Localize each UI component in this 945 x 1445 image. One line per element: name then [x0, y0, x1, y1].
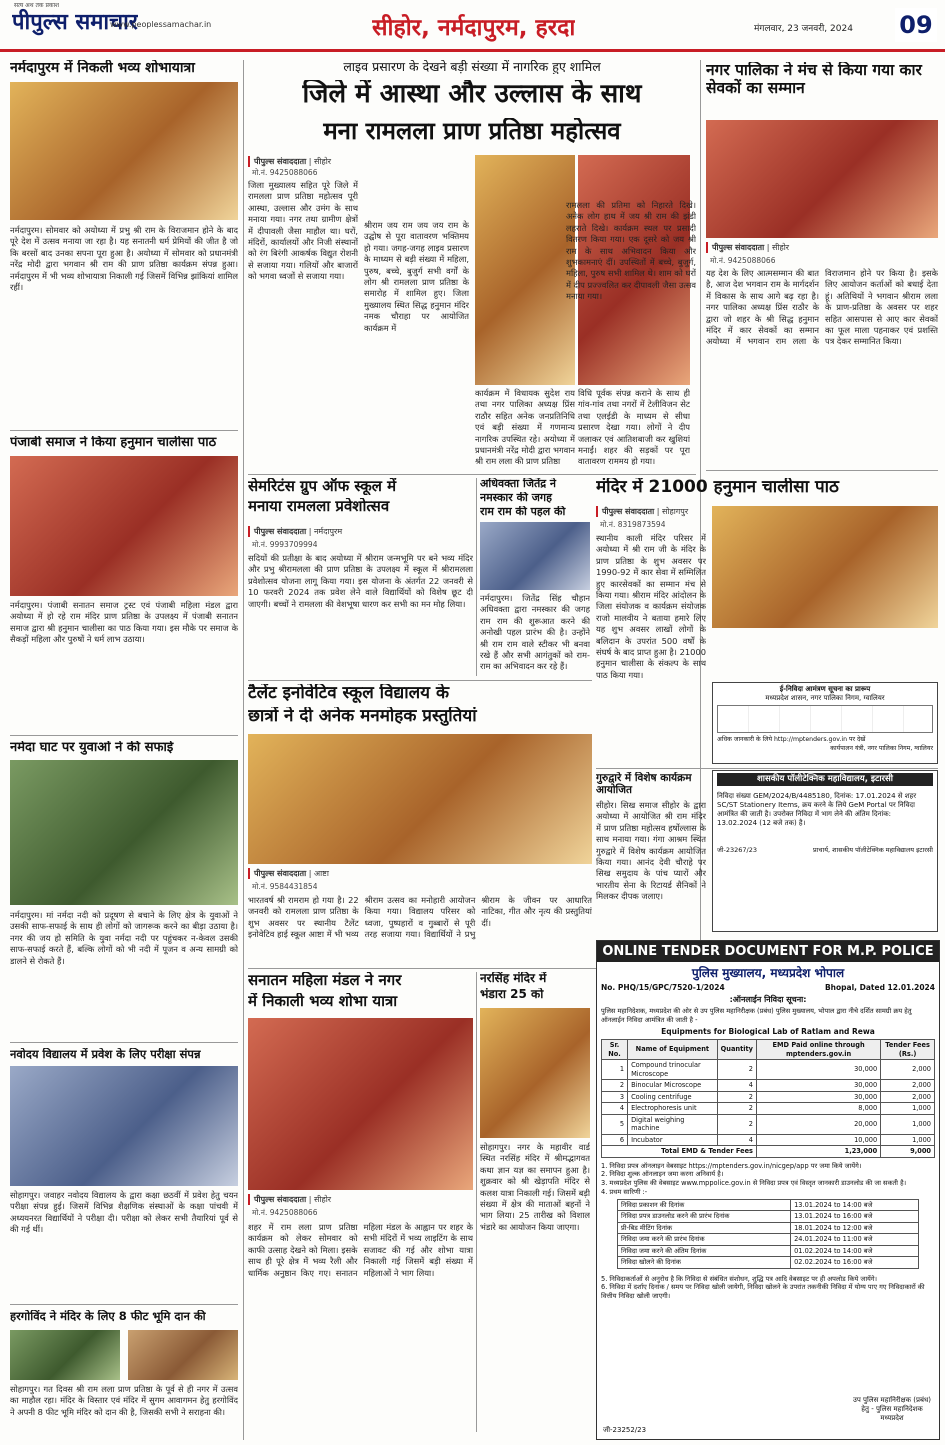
tender-cell: 1,000	[881, 1114, 935, 1134]
headline-mahila-mandal-l1: सनातन महिला मंडल ने नगर	[248, 972, 402, 989]
story-talent: भारतवर्ष श्री रामराम हो गया है। 22 जनवरी को रामलला प्राण प्रतिष्ठा के शुभ अवसर पर स्थानीय टैलेंट इनोवेटिव हाई स्कूल आष्टा में भी भव्य श्रीराम उत्सव का मनोहारी आयोजन किया गया। विद्यालय परिसर को ध्वजा, पुष्पहारों व गुब्बारों से पूरी तरह सजाया गया। विद्यार्थियों ने प्रभु श्रीराम के जीवन पर आधारित नाटिका, गीत और नृत्य की प्रस्तुतियां दीं।	[248, 895, 592, 940]
schedule-cell: 13.01.2024 to 14:00 बजे	[791, 1199, 919, 1211]
tender-table-wrap	[597, 1039, 939, 1158]
story-bhoomi-daan: सोहागपुर। गत दिवस श्री राम लला प्राण प्रतिष्ठा के पूर्व से ही नगर में उत्सव का माहौल रहा। मंदिर के विस्तार एवं मंदिर में सुगम आवागमन हेतु हरगोविंद ने अपनी 8 फीट भूमि मंदिर को दान की है, जिसकी सभी ने सराहना की।	[10, 1384, 238, 1417]
story-shobhayatra: नर्मदापुरम। सोमवार को अयोध्या में प्रभु श्री राम के विराजमान होने के बाद पूरे देश में उत्सव मनाया जा रहा है। यह सनातनी धर्म प्रेमियों की जीत है जो कि बरसों बाद उनका सपना पूरा हुआ है। अयोध्या में सोमवार को प्रधानमंत्री नरेंद्र मोदी द्वारा भगवान श्री राम की प्राण प्रतिष्ठा कार्यक्रम संपन्न हुआ। नर्मदापुरम में भी भव्य शोभायात्रा निकाली गई जिसमें विभिन्न झांकियां शामिल रहीं।	[10, 225, 238, 293]
total-label: Total EMD & Tender Fees	[602, 1146, 757, 1158]
schedule-cell: निविदा प्रपत्र डाउनलोड करने की प्रारंभ दिनांक	[618, 1211, 791, 1223]
tender-cell: 6	[602, 1134, 628, 1146]
story-narsingh-mandir: सोहागपुर। नगर के महावीर वार्ड स्थित नरसिंह मंदिर में श्रीमद्भागवत कथा ज्ञान यज्ञ का समापन हुआ है। शुक्रवार को श्री खेड़ापति मंदिर से कलश यात्रा निकाली गई। जिसमें बड़ी संख्या में क्षेत्र की माताओं बहनों ने भाग लिया। 25 तारीख को विशाल भंडारे का आयोजन किया जाएगा।	[480, 1142, 590, 1232]
notice1-subtitle: मध्यप्रदेश शासन, नगर पालिका निगम, ग्वालियर	[765, 694, 885, 702]
tender-notes2	[597, 1271, 939, 1301]
schedule-cell: 24.01.2024 to 11:00 बजे	[791, 1234, 919, 1246]
tender-cell: 2	[717, 1114, 756, 1134]
tender-table-title: Equipments for Biological Lab of Ratlam and Rewa	[661, 1027, 875, 1036]
tender-office: पुलिस मुख्यालय, मध्यप्रदेश भोपाल	[691, 966, 845, 980]
story-mahila-mandal: शहर में राम लला प्राण प्रतिष्ठा कार्यक्रम को लेकर सोमवार को काफी उत्साह देखने को मिला। इसके साथ ही पूरे क्षेत्र में भव्य रैली और धार्मिक अनुष्ठान किए गए। सनातन महिला मंडल के आह्वान पर शहर के सभी मंदिरों में भव्य लाइटिंग के साथ सजावट की गई और शोभा यात्रा निकाली गई जिसमें बड़ी संख्या में महिलाओं ने भाग लिया।	[248, 1222, 473, 1278]
hanuman-21000-phone: मो.नं. 8319873594	[600, 520, 666, 529]
notice2-title: शासकीय पॉलीटेक्निक महाविद्यालय, इटारसी	[717, 773, 933, 786]
photo-lead-procession	[475, 155, 575, 385]
sign-line2: हेतु - पुलिस महानिदेशक	[861, 1405, 923, 1413]
schedule-row	[618, 1234, 919, 1246]
photo-bhoomi-daan-1	[10, 1330, 120, 1380]
tender-cell: 4	[717, 1080, 756, 1092]
schedule-cell: 18.01.2024 to 12:00 बजे	[791, 1222, 919, 1234]
photo-hanuman-21000	[712, 506, 938, 628]
lead-kicker: लाइव प्रसारण के देखने बड़ी संख्या में नागरिक हुए शामिल	[343, 60, 601, 74]
tender-row	[602, 1091, 935, 1103]
semaritans-byline: पीपुल्स संवाददाता | नर्मदापुरम	[248, 526, 353, 537]
tender-cell: 1	[602, 1060, 628, 1080]
tender-cell: 30,000	[756, 1091, 880, 1103]
headline-hanuman-chalisa: पंजाबी समाज ने किया हनुमान चालीसा पाठ	[10, 436, 217, 450]
tender-banner: ONLINE TENDER DOCUMENT FOR M.P. POLICE	[597, 941, 939, 962]
tender-row	[602, 1114, 935, 1134]
divider	[596, 768, 938, 769]
byline-source: पीपुल्स संवाददाता	[602, 507, 655, 516]
tender-cell: Compound trinocular Microscope	[628, 1060, 718, 1080]
mahila-mandal-phone: मो.नं. 9425088066	[252, 1208, 318, 1217]
headline-advocate-l2: नमस्कार की जगह	[480, 492, 552, 504]
notice2-sign: प्राचार्य, शासकीय पॉलीटेक्निक महाविद्यालय इटारसी	[813, 846, 933, 854]
page-number: 09	[895, 8, 937, 42]
notice1-note[interactable]: अधिक जानकारी के लिये http://mptenders.gov.in पर देखें	[717, 736, 866, 743]
tender-cell: Cooling centrifuge	[628, 1091, 718, 1103]
total-emd: 1,23,000	[756, 1146, 880, 1158]
schedule-row	[618, 1222, 919, 1234]
divider	[248, 474, 696, 475]
left-column	[10, 60, 238, 1440]
talent-phone: मो.नं. 9584431854	[252, 882, 318, 891]
tender-ad-ref: जी-23252/23	[603, 1426, 647, 1434]
story-hanuman-21000: स्थानीय काली मंदिर परिसर में अयोध्या में श्री राम जी के मंदिर के प्राण प्रतिष्ठा के शुभ अवसर पर 1990-92 में कार सेवा में सम्मिलित हुए कारसेवकों का सम्मान मंच से किया गया। श्रीराम मंदिर आंदोलन के जिला संयोजक व कार्यक्रम संयोजक राजो मालवीय ने बताया हमारे लिए यह शुभ अवसर लाखों लोगों के बलिदान के उपरांत 500 वर्षों के संघर्ष के बाद प्राप्त हुआ है। 21000 हनुमान चालीसा के संकल्प के साथ पाठ किया गया।	[596, 533, 706, 680]
tender-cell: 2,000	[881, 1060, 935, 1080]
lead-byline: पीपुल्स संवाददाता | सीहोर	[248, 156, 358, 167]
photo-talent-school	[248, 734, 592, 864]
tender-cell: 4	[717, 1134, 756, 1146]
lead-body-d: रामलला की प्रतिमा को निहारते दिखे। अनेक लोग हाथ में जय श्री राम की झंडी लहराते दिखे। कार्यक्रम स्थल पर प्रसादी वितरण किया गया। एक दूसरे को जय श्री राम के साथ अभिवादन किया और शुभकामनाएं दीं। उपस्थितों में बच्चे, बुजुर्ग, महिला, पुरुष सभी शामिल थे। शाम को घरों में दीप प्रज्ज्वलित कर दीपावली जैसा उत्सव मनाया गया।	[566, 200, 696, 302]
schedule-cell: निविदा जमा करने की प्रारंभ दिनांक	[618, 1234, 791, 1246]
headline-shobhayatra: नर्मदापुरम में निकली भव्य शोभायात्रा	[10, 60, 195, 76]
tender-column-header: EMD Paid online through mptenders.gov.in	[756, 1040, 880, 1060]
photo-kar-sevak	[706, 120, 938, 238]
story-kar-sevak: यह देश के लिए आत्मसम्मान की बात है, आज देश भगवान राम के मार्गदर्शन में विकास के साथ आगे बढ़ रहा है। नगर पालिका अध्यक्ष प्रिंस राठौर के द्वारा जो शहर के श्री सिद्ध हनुमान मंदिर में कार सेवकों का सम्मान अयोध्या में भगवान राम लला के विराजमान होने पर किया है। इसके लिए आयोजन कर्ताओं को बधाई देता हूं। अतिथियों ने भगवान श्रीराम लला के प्राण-प्रतिष्ठा के अवसर पर शहर सहित आसपास से आए कार सेवकों का फूल माला पहनाकर एवं प्रशस्ति पत्र देकर सम्मानित किया।	[706, 268, 938, 347]
column-rule	[243, 60, 244, 1440]
tender-cell: 2,000	[881, 1080, 935, 1092]
story-gurudwara: सीहोर। सिख समाज सीहोर के द्वारा अयोध्या में आयोजित श्री राम मंदिर में प्राण प्रतिष्ठा महोत्सव हर्षोल्लास के साथ मनाया गया। गंगा आश्रम स्थित गुरुद्वारे में विशेष कार्यक्रम आयोजित किया गया। आनंद देवी चौराहे पर सिख समुदाय के पांच प्यारों और भारतीय सेना के रिटायर्ड सैनिकों ने मिलकर दीपक जलाए।	[596, 800, 706, 902]
tender-intro: पुलिस महानिदेशक, मध्यप्रदेश की ओर से उप पुलिस महानिरीक्षक (प्रबंध) पुलिस मुख्यालय, भोपाल द्वारा नीचे दर्शित सामग्री क्रय हेतु ऑनलाईन निविदा आमंत्रित की जाती है -	[601, 1007, 912, 1024]
semaritans-phone: मो.नं. 9993709994	[252, 540, 318, 549]
tender-cell: Incubator	[628, 1134, 718, 1146]
divider	[10, 430, 238, 431]
notice2-body: निविदा संख्या GEM/2024/B/4485180, दिनांक: 17.01.2024 से शहर SC/ST Stationery Items, क्रय करने के लिये GeM Portal पर निविदा आमंत्रित की जाती है। उपरोक्त निविदा में भाग लेने की अंतिम दिनांक: 13.02.2024 (12 बजे तक) है।	[717, 792, 917, 827]
divider	[10, 735, 238, 736]
tender-cell: 2	[602, 1080, 628, 1092]
headline-bhoomi-daan: हरगोविंद ने मंदिर के लिए 8 फीट भूमि दान की	[10, 1310, 206, 1323]
tender-column-header: Tender Fees (Rs.)	[881, 1040, 935, 1060]
tender-table-header	[602, 1040, 935, 1060]
logo-tagline: सत्य अथ तक प्रकाश	[14, 2, 60, 9]
e-tender-notice-ad	[712, 682, 938, 764]
headline-talent-l1: टैलेंट इनोवेटिव स्कूल विद्यालय के	[248, 684, 450, 703]
byline-source: पीपुल्स संवाददाता	[712, 243, 765, 252]
photo-bhoomi-daan-2	[128, 1330, 238, 1380]
tender-cell: 2	[717, 1060, 756, 1080]
byline-city: सोहागपुर	[661, 507, 689, 516]
column-rule	[476, 972, 477, 1432]
story-advocate: नर्मदापुरम। जितेंद्र सिंह चौहान अधिवक्ता द्वारा नमस्कार की जगह राम राम की शुरूआत करने की अनोखी पहल प्रारंभ की है। उन्होंने श्री राम राम वाले स्टीकर भी बनवा रखे हैं और सभी आगंतुकों को राम-राम का अभिवादन कर रहे हैं।	[480, 593, 590, 672]
headline-talent-l2: छात्रों ने दी अनेक मनमोहक प्रस्तुतियां	[248, 707, 477, 726]
tender-cell: 2	[717, 1103, 756, 1115]
headline-advocate-l1: अधिवक्ता जितेंद्र ने	[480, 478, 557, 490]
hanuman-21000-byline: पीपुल्स संवाददाता | सोहागपुर	[596, 506, 706, 517]
byline-source: पीपुल्स संवाददाता	[254, 869, 307, 878]
divider	[10, 1304, 238, 1305]
schedule-row	[618, 1211, 919, 1223]
tender-cell: 2,000	[881, 1091, 935, 1103]
byline-city: सीहोर	[771, 243, 790, 252]
photo-punjabi-samaj	[10, 456, 238, 596]
schedule-cell: 02.02.2024 to 16:00 बजे	[791, 1257, 919, 1269]
notice2-footer	[717, 846, 933, 855]
byline-city: आष्टा	[313, 869, 329, 878]
police-tender-ad	[596, 940, 940, 1440]
tender-cell: 30,000	[756, 1060, 880, 1080]
lead-title-line1: जिले में आस्था और उल्लास के साथ	[302, 80, 642, 109]
lead-body-a: जिला मुख्यालय सहित पूरे जिले में रामलला प्राण प्रतिष्ठा महोत्सव पूरी आस्था, उल्लास और उमंग के साथ मनाया गया। नगर तथा ग्रामीण क्षेत्रों में दीपावली जैसा माहौल था। घरों, मंदिरों, कार्यालयों और निजी संस्थानों को रंग बिरंगी आकर्षक विद्युत रोशनी से सजाया गया। गलियों और बाजारों को भगवा ध्वजों से सजाया गया।	[248, 180, 358, 282]
schedule-cell: निविदा जमा करने की अंतिम दिनांक	[618, 1245, 791, 1257]
tender-ref-row	[597, 983, 939, 992]
talent-byline: पीपुल्स संवाददाता | आष्टा	[248, 868, 348, 879]
schedule-cell: 01.02.2024 to 14:00 बजे	[791, 1245, 919, 1257]
lead-caption: कार्यक्रम में विधायक सुदेश राय तथा नगर पालिका अध्यक्ष प्रिंस राठौर सहित अनेक जनप्रतिनिधि एवं बड़ी संख्या में गणमान्य नागरिक उपस्थित रहे। अयोध्या में प्रधानमंत्री नरेंद्र मोदी द्वारा भगवान श्री राम लला की प्राण प्रतिष्ठा	[475, 388, 575, 467]
headline-navodaya: नवोदय विद्यालय में प्रवेश के लिए परीक्षा संपन्न	[10, 1048, 201, 1061]
lead-body-c: विधि पूर्वक संपन्न कराने के साथ ही गांव-गांव तथा नगरों में टेलीविजन सेट तथा एलईडी के माध्यम से सीधा प्रसारण देखा गया। लोगों ने दीप जलाकर एवं आतिशबाजी कर खुशियां मनाईं। शहर की सड़कों पर पूरा वातावरण राममय हो गया।	[578, 388, 690, 467]
byline-city: सीहोर	[313, 157, 332, 166]
divider	[706, 470, 938, 471]
schedule-cell: 13.01.2024 to 16:00 बजे	[791, 1211, 919, 1223]
lead-body-b: श्रीराम जय राम जय जय राम के उद्घोष से पूरा वातावरण भक्तिमय हो गया। जगह-जगह लाइव प्रसारण के माध्यम से बड़ी संख्या में महिला, पुरुष, बच्चे, बुजुर्ग सभी वर्गों के लोग श्री रामलला प्राण प्रतिष्ठा के समारोह में शामिल हुए। जिला मुख्यालय स्थित सिद्ध हनुमान मंदिर नमक चौराहा पर आयोजित कार्यक्रम में	[364, 220, 469, 333]
divider	[248, 680, 592, 681]
tender-row	[602, 1103, 935, 1115]
notice1-footer: कार्यपालन यंत्री, नगर पालिका निगम, ग्वालियर	[830, 745, 933, 752]
tender-table-body	[602, 1060, 935, 1146]
edition-date: मंगलवार, 23 जनवरी, 2024	[754, 24, 853, 34]
sign-line1: उप पुलिस महानिरीक्षक (प्रबंध)	[853, 1396, 931, 1404]
headline-semaritans-l2: मनाया रामलला प्रवेशोत्सव	[248, 498, 390, 515]
headline-semaritans-l1: सेमरिटंस ग्रुप ऑफ स्कूल में	[248, 478, 397, 495]
tender-signature	[853, 1396, 931, 1423]
tender-cell: 10,000	[756, 1134, 880, 1146]
tender-note: 3. मध्यप्रदेश पुलिस की वेबसाइट www.mppolice.gov.in से निविदा प्रपत्र एवं विस्तृत जानकारी डाउनलोड की जा सकती है।	[601, 1179, 907, 1188]
photo-navodaya	[10, 1066, 238, 1186]
headline-narsingh-l1: नरसिंह मंदिर में	[480, 972, 547, 985]
polytechnic-notice-ad	[712, 770, 938, 932]
schedule-cell: निविदा खोलने की दिनांक	[618, 1257, 791, 1269]
tender-cell: Binocular Microscope	[628, 1080, 718, 1092]
lead-phone: मो.नं. 9425088066	[252, 168, 318, 177]
tender-cell: 5	[602, 1114, 628, 1134]
tender-column-header: Name of Equipment	[628, 1040, 718, 1060]
website-url[interactable]: www.peoplessamachar.in	[110, 20, 212, 29]
tender-total-row	[602, 1146, 935, 1158]
masthead	[0, 0, 945, 52]
tender-row	[602, 1134, 935, 1146]
tender-cell: 20,000	[756, 1114, 880, 1134]
tender-heading: :ऑनलाईन निविदा सूचना:	[729, 995, 807, 1004]
headline-narmada-ghat: नर्मदा घाट पर युवाओं ने की सफाई	[10, 741, 174, 755]
mahila-mandal-byline: पीपुल्स संवाददाता | सीहोर	[248, 1194, 348, 1205]
photo-shobhayatra	[10, 82, 238, 220]
tender-cell: 8,000	[756, 1103, 880, 1115]
byline-source: पीपुल्स संवाददाता	[254, 527, 307, 536]
tender-column-header: Quantity	[717, 1040, 756, 1060]
tender-note: 4. प्रथम सारिणी :-	[601, 1187, 648, 1196]
tender-note: 6. निविदा में दर्शाए दिनांक / समय पर निविदा खोली जायेगी, निविदा खोलने के उपरांत तकनीकी निविदा में योग्य पाए गए निविदाकारों की वित्तीय निविदा खोली जाएगी।	[601, 1283, 925, 1301]
headline-gurudwara: गुरुद्वारे में विशेष कार्यक्रम आयोजित	[596, 772, 692, 797]
headline-kar-sevak: नगर पालिका ने मंच से किया गया कार सेवकों का सम्मान	[706, 62, 922, 97]
schedule-cell: प्री-बिड मीटिंग दिनांक	[618, 1222, 791, 1234]
tender-note: 2. निविदा शुल्क ऑनलाइन जमा करना अनिवार्य है।	[601, 1170, 724, 1179]
headline-narsingh-l2: भंडारा 25 को	[480, 988, 544, 1001]
byline-city: नर्मदापुरम	[313, 527, 343, 536]
sign-line3: मध्यप्रदेश	[880, 1414, 904, 1422]
tender-date: Bhopal, Dated 12.01.2024	[824, 983, 935, 992]
tender-note: 1. निविदा प्रपत्र ऑनलाइन वेबसाइट https://mptenders.gov.in/nicgep/app पर जमा किये जायेंगे।	[601, 1161, 862, 1170]
headline-mahila-mandal-l2: में निकाली भव्य शोभा यात्रा	[248, 993, 398, 1010]
kar-sevak-byline: पीपुल्स संवाददाता | सीहोर	[706, 242, 816, 253]
tender-cell: 4	[602, 1103, 628, 1115]
byline-source: पीपुल्स संवाददाता	[254, 1195, 307, 1204]
tender-ref-no: No. PHQ/15/GPC/7520-1/2024	[601, 983, 725, 992]
story-semaritans: सदियों की प्रतीक्षा के बाद अयोध्या में श्रीराम जन्मभूमि पर बने भव्य मंदिर और प्रभु श्रीरामलला की प्राण प्रतिष्ठा के उपलक्ष्य में स्कूल में श्रीरामलला प्रवेशोत्सव योजना लागू किया गया। इस योजना के अंतर्गत 22 जनवरी से 10 फरवरी 2024 तक प्रवेश लेने वाले विद्यार्थियों को विशेष छूट दी जाएगी। बच्चों ने रामलला की वेशभूषा धारण कर सभी का मन मोह लिया।	[248, 553, 473, 609]
story-narmada-ghat: नर्मदापुरम। मां नर्मदा नदी को प्रदूषण से बचाने के लिए क्षेत्र के युवाओं ने उसकी साफ-सफाई के साथ ही लोगों को जागरूक करने का बीड़ा उठाया है। नगर की जय हो समिति के युवा नर्मदा नदी पर पहुंचकर न-केवल उसकी साफ-सफाई करते हैं, बल्कि लोगों को भी नदी में पूजन व अन्य सामग्री को डालने से रोकते हैं।	[10, 910, 238, 966]
tender-table	[601, 1039, 935, 1158]
tender-row	[602, 1060, 935, 1080]
headline-advocate-l3: राम राम की पहल की	[480, 506, 566, 518]
lead-title-line2: मना रामलला प्राण प्रतिष्ठा महोत्सव	[323, 118, 621, 145]
schedule-row	[618, 1199, 919, 1211]
schedule-cell: निविदा प्रकाशन की दिनांक	[618, 1199, 791, 1211]
kar-sevak-phone: मो.नं. 9425088066	[710, 256, 776, 265]
notice1-table	[717, 705, 933, 733]
photo-narsingh-mandir	[480, 1008, 590, 1138]
total-fee: 9,000	[881, 1146, 935, 1158]
tender-cell: 1,000	[881, 1134, 935, 1146]
photo-narmada-ghat	[10, 760, 238, 905]
headline-hanuman-21000: मंदिर में 21000 हनुमान चालीसा पाठ	[596, 478, 839, 497]
story-punjabi-samaj: नर्मदापुरम। पंजाबी सनातन समाज ट्रस्ट एवं पंजाबी महिला मंडल द्वारा अयोध्या में हो रहे राम मंदिर प्राण प्रतिष्ठा के उपलक्ष्य में पंजाबी सनातन समाज द्वारा श्री हनुमान चालीसा का पाठ किया गया। इस मौके पर समाज के सैकड़ों महिला और पुरुषों ने धर्म लाभ उठाया।	[10, 600, 238, 645]
notice1-title: ई-निविदा आमंत्रण सूचना का प्रारूप	[779, 685, 871, 693]
schedule-row	[618, 1257, 919, 1269]
photo-mahila-mandal	[248, 1018, 473, 1190]
tender-row	[602, 1080, 935, 1092]
tender-cell: 30,000	[756, 1080, 880, 1092]
tender-cell: 3	[602, 1091, 628, 1103]
photo-advocate	[480, 522, 590, 590]
tender-column-header: Sr. No.	[602, 1040, 628, 1060]
newspaper-logo[interactable]: पीपुल्स समाचार	[12, 10, 138, 35]
tender-cell: Electrophoresis unit	[628, 1103, 718, 1115]
tender-cell: 2	[717, 1091, 756, 1103]
column-rule	[476, 478, 477, 676]
divider	[10, 1042, 238, 1043]
tender-schedule	[617, 1199, 919, 1269]
byline-city: सीहोर	[313, 1195, 332, 1204]
tender-cell: 1,000	[881, 1103, 935, 1115]
schedule-row	[618, 1245, 919, 1257]
tender-cell: Digital weighing machine	[628, 1114, 718, 1134]
story-navodaya: सोहागपुर। जवाहर नवोदय विद्यालय के द्वारा कक्षा छठवीं में प्रवेश हेतु चयन परीक्षा संपन्न हुई। जिसमें विभिन्न शैक्षणिक संस्थाओं के कक्षा पांचवी में अध्ययनरत विद्यार्थियों ने परीक्षा दी। परीक्षा को लेकर सभी तैयारियां पूर्व से की गई थीं।	[10, 1190, 238, 1235]
byline-source: पीपुल्स संवाददाता	[254, 157, 307, 166]
tender-notes	[597, 1158, 939, 1197]
notice2-ref: जी-23267/23	[717, 846, 757, 854]
edition-region: सीहोर, नर्मदापुरम, हरदा	[372, 15, 576, 41]
tender-note: 5. निविदाकर्ताओं से अनुरोध है कि निविदा से संबंधित संशोधन, शुद्धि पत्र आदि वेबसाइट पर ही अपलोड किये जायेंगे।	[601, 1274, 878, 1283]
